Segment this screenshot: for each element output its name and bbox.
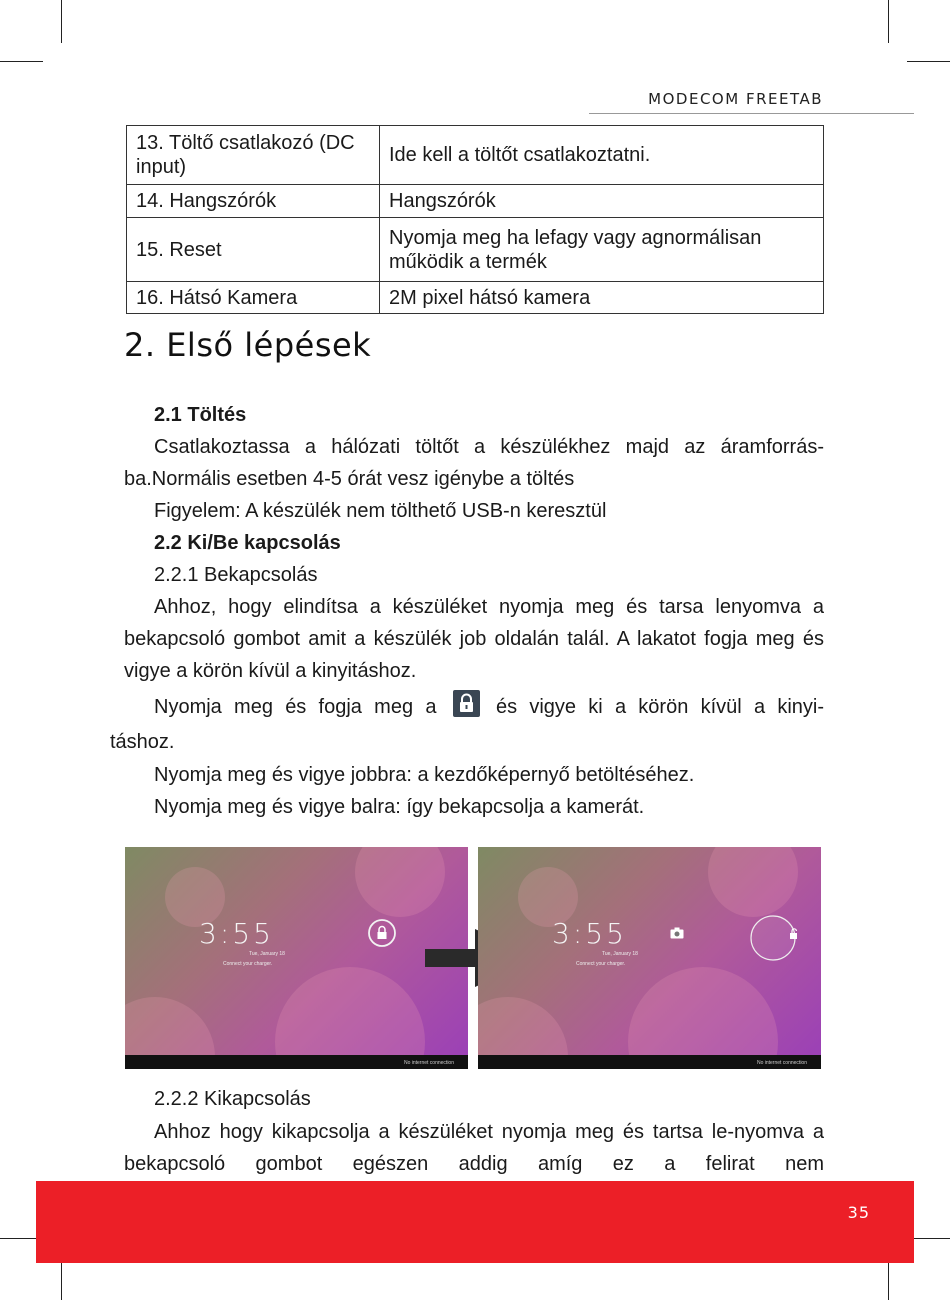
crop-mark <box>61 1257 62 1300</box>
status-text: No internet connection <box>403 1060 454 1066</box>
page-number: 35 <box>847 1203 870 1222</box>
table-cell-desc: Hangszórók <box>380 185 824 218</box>
crop-mark <box>888 1257 889 1300</box>
crop-mark <box>907 61 950 62</box>
table-row <box>127 185 824 218</box>
lockscreen-charger-msg: Connect your charger. <box>576 961 626 967</box>
lock-icon <box>453 690 480 717</box>
lockscreen-date: Tue, January 18 <box>602 951 638 957</box>
swipe-left-text: Nyomja meg és vigye balra: így bekapcsolja a kamerát. <box>154 796 645 818</box>
spec-table <box>126 125 824 314</box>
subheading-charging: 2.1 Töltés <box>154 404 247 426</box>
table-cell-part: 16. Hátsó Kamera <box>127 282 380 314</box>
charging-note: Figyelem: A készülék nem tölthető USB-n keresztül <box>154 500 607 522</box>
crop-mark <box>888 0 889 43</box>
table-cell-desc: 2M pixel hátsó kamera <box>380 282 824 314</box>
lockscreen-screenshot-before <box>125 847 468 1069</box>
table-cell-desc: Nyomja meg ha lefagy vagy agnormálisan működik a termék <box>380 218 824 282</box>
table-row <box>127 282 824 314</box>
table-row <box>127 126 824 185</box>
lockscreen-date: Tue, January 18 <box>249 951 285 957</box>
power-off-paragraph: Ahhoz hogy kikapcsolja a készüléket nyomja meg és tartsa le-nyomva a bekapcsoló gombot egészen addig amíg ez a felirat nem <box>124 1121 824 1175</box>
crop-mark <box>0 61 43 62</box>
unlock-icon <box>789 928 799 940</box>
table-cell-part: 13. Töltő csatlakozó (DC input) <box>127 126 380 185</box>
lockscreen-clock: 3:55 <box>552 917 627 950</box>
lock-instruction-end: táshoz. <box>110 731 175 753</box>
table-cell-part: 15. Reset <box>127 218 380 282</box>
table-cell-desc: Ide kell a töltőt csatlakoztatni. <box>380 126 824 185</box>
status-text: No internet connection <box>756 1060 807 1066</box>
power-on-paragraph: Ahhoz, hogy elindítsa a készüléket nyomja meg és tarsa lenyomva a bekapcsoló gombot amit a készülék job oldalán talál. A lakatot fogja meg és vigye a körön kívül a kinyitáshoz. <box>124 596 824 682</box>
section-title: 2. Első lépések <box>124 326 372 364</box>
lockscreen-clock: 3:55 <box>199 917 274 950</box>
footer-bar <box>36 1181 914 1263</box>
lock-instruction <box>124 690 824 723</box>
subheading-power: 2.2 Ki/Be kapcsolás <box>154 532 341 554</box>
lock-instruction-before: Nyomja meg és fogja meg a <box>154 696 437 718</box>
header-rule <box>589 113 914 114</box>
subheading-power-on: 2.2.1 Bekapcsolás <box>154 564 318 586</box>
lockscreen-screenshot-after <box>478 847 821 1069</box>
subheading-power-off: 2.2.2 Kikapcsolás <box>154 1088 311 1110</box>
crop-mark <box>61 0 62 43</box>
camera-icon <box>670 927 684 939</box>
header-brand: MODECOM FREETAB <box>648 90 823 108</box>
unlock-handle-icon <box>367 918 397 948</box>
lock-instruction-after: és vigye ki a körön kívül a kinyi- <box>495 696 824 718</box>
table-cell-part: 14. Hangszórók <box>127 185 380 218</box>
charging-paragraph: Csatlakoztassa a hálózati töltőt a készülékhez majd az áramforrás-ba.Normális esetben 4-5 órát vesz igénybe a töltés <box>124 436 824 490</box>
table-row <box>127 218 824 282</box>
swipe-right-text: Nyomja meg és vigye jobbra: a kezdőképernyő betöltéséhez. <box>154 764 695 786</box>
lockscreen-charger-msg: Connect your charger. <box>223 961 273 967</box>
